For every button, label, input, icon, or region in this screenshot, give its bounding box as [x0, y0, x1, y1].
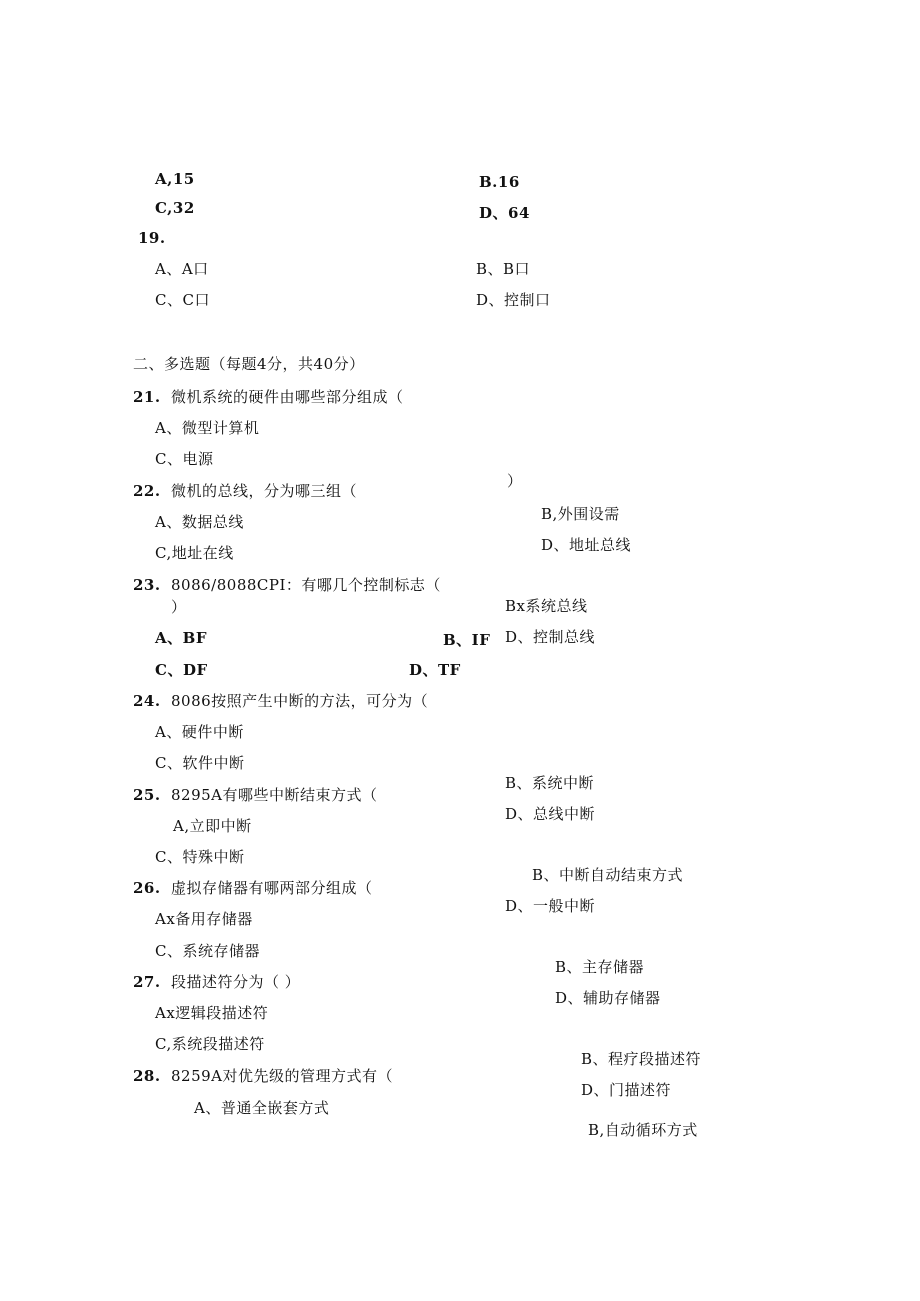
q28-option-a: A、普通全嵌套方式	[194, 1099, 330, 1117]
q22-option-c: C,地址在线	[155, 544, 234, 562]
q24-text: 8086按照产生中断的方法，可分为（	[171, 692, 429, 710]
q27-option-d: D、门描述符	[581, 1081, 672, 1099]
q26-option-a: Ax备用存储器	[155, 910, 253, 928]
q22-text: 微机的总线，分为哪三组（	[171, 482, 358, 500]
q25-option-a: A,立即中断	[173, 817, 252, 835]
q22-option-a: A、数据总线	[155, 513, 244, 531]
q27-text: 段描述符分为（ ）	[171, 973, 301, 991]
q27-option-b: B、程疗段描述符	[581, 1050, 702, 1068]
q21-close-paren: ）	[507, 472, 523, 490]
q21-number: 21.	[133, 388, 161, 406]
q23-close-paren: ）	[171, 598, 187, 616]
q21-text: 微机系统的硬件由哪些部分组成（	[171, 388, 404, 406]
q25-number: 25.	[133, 786, 161, 804]
q25-option-d: D、一般中断	[505, 897, 596, 915]
q23-option-d: D、TF	[409, 661, 461, 679]
q24-number: 24.	[133, 692, 161, 710]
q26-option-d: D、辅助存储器	[555, 989, 661, 1007]
q18-option-a: A,15	[155, 170, 195, 188]
q23-text: 8086/8088CPI：有哪几个控制标志（	[171, 576, 441, 594]
q18-option-d: D、64	[479, 204, 530, 222]
q21-option-d: D、地址总线	[541, 536, 632, 554]
q23-option-b: B、IF	[443, 631, 491, 649]
q18-option-b: B.16	[479, 173, 520, 191]
q25-option-b: B、中断自动结束方式	[532, 866, 684, 884]
q22-option-d: D、控制总线	[505, 628, 596, 646]
q27-option-a: Ax逻辑段描述符	[155, 1004, 269, 1022]
q19-option-a: A、A口	[155, 260, 209, 278]
q26-option-c: C、系统存储器	[155, 942, 260, 960]
q26-text: 虚拟存储器有哪两部分组成（	[171, 879, 373, 897]
q19-option-b: B、B口	[476, 260, 531, 278]
q24-option-b: B、系统中断	[505, 774, 595, 792]
q19-number: 19.	[138, 229, 166, 247]
q24-option-d: D、总线中断	[505, 805, 596, 823]
q24-option-c: C、软件中断	[155, 754, 245, 772]
q26-option-b: B、主存储器	[555, 958, 645, 976]
q27-option-c: C,系统段描述符	[155, 1035, 265, 1053]
q22-number: 22.	[133, 482, 161, 500]
q27-number: 27.	[133, 973, 161, 991]
q21-option-a: A、微型计算机	[155, 419, 260, 437]
q19-option-c: C、C口	[155, 291, 210, 309]
q22-option-b: Bx系统总线	[505, 597, 588, 615]
q18-option-c: C,32	[155, 199, 195, 217]
q25-text: 8295A有哪些中断结束方式（	[171, 786, 378, 804]
q24-option-a: A、硬件中断	[155, 723, 244, 741]
q26-number: 26.	[133, 879, 161, 897]
q25-option-c: C、特殊中断	[155, 848, 245, 866]
q23-option-c: C、DF	[155, 661, 208, 679]
section-2-title: 二、多选题（每题4分，共40分）	[133, 355, 365, 373]
q23-option-a: A、BF	[155, 629, 207, 647]
q21-option-b: B,外围设需	[541, 505, 620, 523]
q23-number: 23.	[133, 576, 161, 594]
q19-option-d: D、控制口	[476, 291, 551, 309]
q28-number: 28.	[133, 1067, 161, 1085]
q21-option-c: C、电源	[155, 450, 214, 468]
q28-option-b: B,自动循环方式	[588, 1121, 698, 1139]
q28-text: 8259A对优先级的管理方式有（	[171, 1067, 394, 1085]
